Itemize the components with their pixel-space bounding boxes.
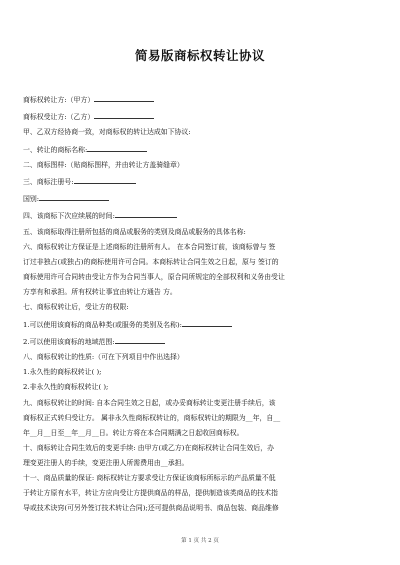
paragraph-line: 十、商标转让合同生效后的变更手续: 由甲方(或乙方)在商标权转让合同生效后，办 <box>23 443 275 452</box>
paragraph-line: 于转让方原有水平，转让方应向受让方提供商品的样品，提供制造该类商品的技术指 <box>23 489 278 498</box>
fill-in-blank <box>94 111 154 119</box>
clause-line <box>23 144 378 155</box>
paragraph-line: 理变更注册人的手续，变更注册人所需费用由__承担。 <box>23 459 189 468</box>
fill-in-blank <box>182 319 232 327</box>
clause-text: 三、商标注册号: <box>23 178 74 187</box>
clause-line <box>23 128 378 137</box>
clause-text: 八、商标权转让的性质:（可在下列项目中作出选择） <box>23 352 184 361</box>
page-footer: 第 1 页 共 2 页 <box>181 538 219 544</box>
fill-in-blank <box>87 144 147 152</box>
clause-line <box>23 383 378 392</box>
paragraph-line: 方享有和承担。所有权转让事宜由转让方通告 方。 <box>23 288 177 297</box>
clause-text: 2.可以使用该商标的地域范围: <box>23 337 115 346</box>
clause-line <box>23 176 378 187</box>
clause-text: 国别: <box>23 195 40 204</box>
clause-line <box>23 303 378 312</box>
paragraph-line: 九、商标权转让的时间: 自本合同生效之日起，或办妥商标转让变更注册手续后，该 <box>23 398 276 407</box>
clause-line <box>23 368 378 377</box>
fill-in-blank <box>74 176 136 184</box>
paragraph-line: 十一、商品质量的保证: 商标权转让方要求受让方保证该商标所标示的产品质量不低 <box>23 474 276 483</box>
clause-text: 1.可以使用该商标的商品种类(或服务的类别及名称): <box>23 320 182 329</box>
clause-line <box>23 336 378 347</box>
clause-paragraph <box>23 399 378 438</box>
clause-text: 2.非永久性的商标权转让( ); <box>23 383 109 392</box>
document-title: 简易版商标权转让协议 <box>134 48 265 63</box>
clause-text: 一、转让的商标名称: <box>23 145 88 154</box>
paragraph-line: 商标使用许可合同转由受让方作为合同当事人，原合同所规定的全部权利和义务由受让 <box>23 273 285 282</box>
clause-line <box>23 94 378 105</box>
clause-text: 四、该商标下次应续展的时间: <box>23 212 115 221</box>
clause-line <box>23 319 378 330</box>
clause-text: 甲、乙双方经协商一致，对商标权的转让达成如下协议: <box>23 128 191 137</box>
clause-paragraph <box>23 444 378 468</box>
clause-line <box>23 111 378 122</box>
clause-text: 七、商标权转让后，受让方的权限: <box>23 303 129 312</box>
clause-line <box>23 353 378 362</box>
fill-in-blank <box>115 210 177 218</box>
fill-in-blank <box>94 94 154 102</box>
clause-line <box>23 228 378 237</box>
paragraph-line: 导或技术诀窍(可另外签订技术转让合同);还可提供商品说明书、商品包装、商品维修 <box>23 504 279 513</box>
clause-text: 二、商标图样:（贴商标图样，并由转让方盖骑缝章） <box>23 160 184 169</box>
clause-text: 商标权受让方:（乙方） <box>23 113 95 122</box>
clause-line <box>23 210 378 221</box>
paragraph-line: 六、商标权转让方保证是上述商标的注册所有人。 在本合同签订前，该商标曾与 签 <box>23 242 276 251</box>
clause-paragraph <box>23 474 378 513</box>
paragraph-line: 年__月__日至__年__月__日。转让方将在本合同期满之日起收回商标权。 <box>23 428 244 437</box>
clause-line <box>23 193 378 204</box>
clause-text: 1.永久性的商标权转让( ); <box>23 368 102 377</box>
clause-text: 商标权转让方:（甲方） <box>23 96 95 104</box>
clause-line <box>23 161 378 170</box>
fill-in-blank <box>39 193 109 201</box>
paragraph-line: 商标权正式转归受让方。 属非永久性商标权转让的，商标权转让的期限为__年，自__ <box>23 413 281 422</box>
clause-paragraph <box>23 243 378 297</box>
paragraph-line: 订过非独占(或独占)的商标使用许可合同。本商标转让合同生效之日起，原与 签订的 <box>23 257 279 266</box>
document-body <box>23 94 378 520</box>
clause-text: 五、该商标取得注册所包括的商品或服务的类别及商品或服务的具体名称: <box>23 227 246 236</box>
fill-in-blank <box>115 336 165 344</box>
